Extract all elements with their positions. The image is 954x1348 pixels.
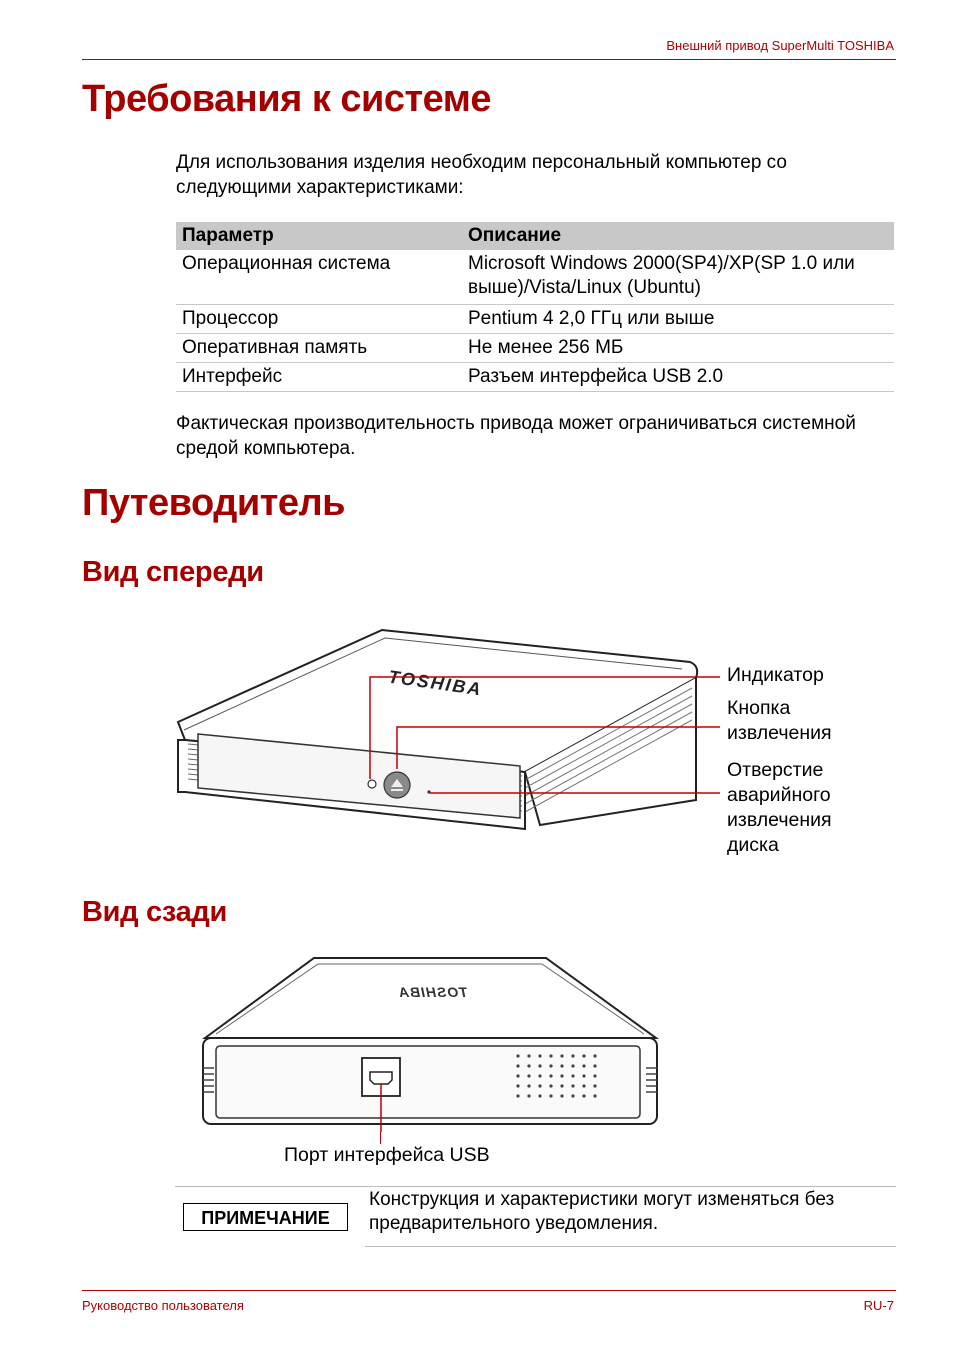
front-toshiba-logo: TOSHIBA: [387, 666, 484, 700]
rear-view-illustration: [200, 952, 662, 1132]
note-top-rule: [175, 1186, 896, 1187]
front-callout-lines: [360, 665, 730, 815]
rear-toshiba-logo: TOSHIBA: [398, 984, 468, 1000]
table-cell: Не менее 256 МБ: [462, 333, 894, 362]
table-cell: Оперативная память: [176, 333, 462, 362]
table-cell: Операционная система: [176, 250, 462, 304]
subsection-title-front: Вид спереди: [82, 556, 264, 588]
header-rule: [82, 59, 896, 60]
requirements-table: [176, 222, 894, 392]
page-number: RU-7: [863, 1298, 894, 1313]
table-header-row: [176, 222, 894, 250]
performance-note: Фактическая производительность привода может ограничиваться системной средой компьютера.: [176, 413, 856, 459]
callout-indicator: Индикатор: [727, 664, 824, 686]
note-text: Конструкция и характеристики могут изменяться без предварительного уведомления.: [369, 1189, 835, 1234]
table-cell: Процессор: [176, 304, 462, 333]
footer-rule: [82, 1290, 896, 1291]
table-cell: Pentium 4 2,0 ГГц или выше: [462, 304, 894, 333]
note-bottom-rule: [365, 1246, 896, 1247]
table-row: [176, 362, 894, 391]
footer-title: Руководство пользователя: [82, 1298, 244, 1313]
subsection-title-rear: Вид сзади: [82, 896, 228, 928]
table-cell: Microsoft Windows 2000(SP4)/XP(SP 1.0 или выше)/Vista/Linux (Ubuntu): [462, 250, 894, 304]
section-title-requirements: Требования к системе: [82, 78, 492, 120]
running-header: Внешний привод SuperMulti TOSHIBA: [666, 38, 894, 53]
table-cell: Интерфейс: [176, 362, 462, 391]
callout-emergency-hole: Отверстие аварийного извлечения диска: [727, 759, 832, 856]
table-row: [176, 333, 894, 362]
table-row: [176, 250, 894, 304]
table-header-cell: Описание: [462, 222, 894, 250]
section-title-guide: Путеводитель: [82, 482, 345, 524]
callout-usb-port: Порт интерфейса USB: [284, 1144, 490, 1166]
table-header-cell: Параметр: [176, 222, 462, 250]
note-label: ПРИМЕЧАНИЕ: [183, 1203, 348, 1231]
table-cell: Разъем интерфейса USB 2.0: [462, 362, 894, 391]
callout-eject-button: Кнопка извлечения: [727, 697, 832, 744]
table-row: [176, 304, 894, 333]
requirements-intro: Для использования изделия необходим персональный компьютер со следующими характеристиками:: [176, 152, 787, 198]
